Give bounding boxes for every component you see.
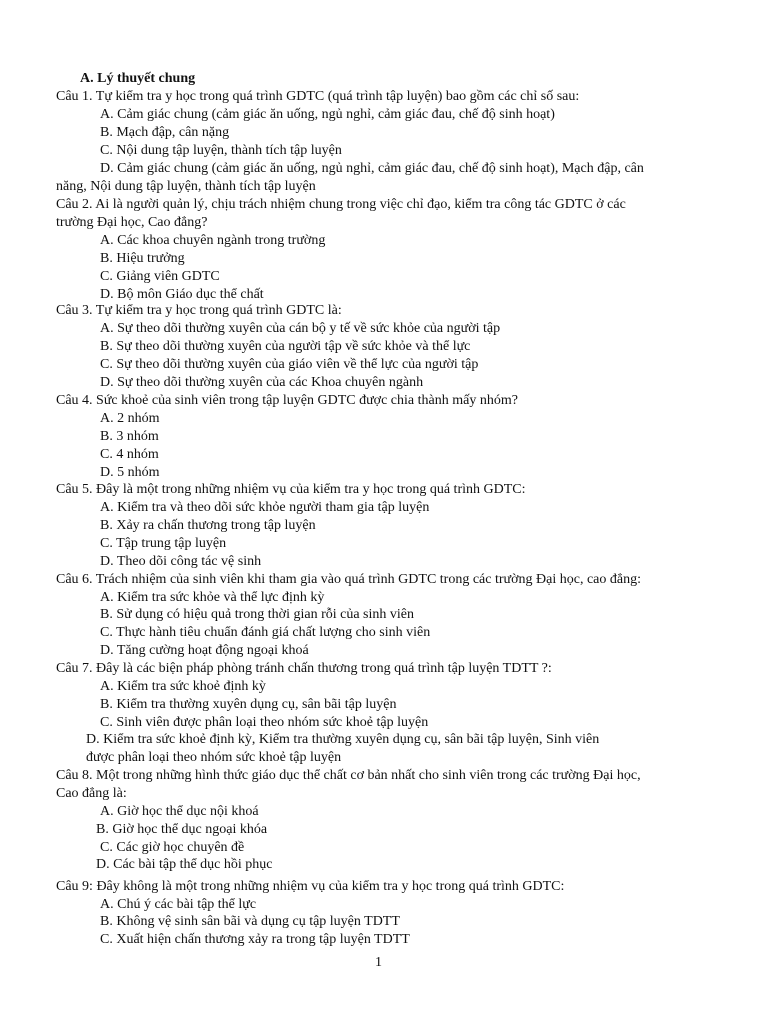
question-5-option-c: C. Tập trung tập luyện bbox=[100, 536, 227, 551]
question-6-option-d: D. Tăng cường hoạt động ngoại khoá bbox=[100, 643, 309, 658]
question-5: Câu 5. Đây là một trong những nhiệm vụ của kiểm tra y học trong quá trình GDTC: bbox=[56, 482, 526, 497]
question-4-option-d: D. 5 nhóm bbox=[100, 465, 160, 480]
question-1-option-b: B. Mạch đập, cân nặng bbox=[100, 125, 230, 140]
question-4-option-c: C. 4 nhóm bbox=[100, 447, 159, 462]
question-5-option-d: D. Theo dõi công tác vệ sinh bbox=[100, 554, 262, 569]
question-6-option-c: C. Thực hành tiêu chuẩn đánh giá chất lượng cho sinh viên bbox=[100, 625, 431, 640]
question-8-option-b: B. Giờ học thể dục ngoại khóa bbox=[96, 822, 268, 837]
section-heading: A. Lý thuyết chung bbox=[80, 71, 196, 86]
page-number: 1 bbox=[375, 955, 382, 970]
question-2-cont: trường Đại học, Cao đẳng? bbox=[56, 215, 208, 230]
question-8-option-d: D. Các bài tập thể dục hồi phục bbox=[96, 857, 273, 872]
question-2: Câu 2. Ai là người quản lý, chịu trách nhiệm chung trong việc chỉ đạo, kiểm tra công tác GDTC ở các bbox=[56, 197, 626, 212]
question-1-option-c: C. Nội dung tập luyện, thành tích tập luyện bbox=[100, 143, 342, 158]
question-3-option-a: A. Sự theo dõi thường xuyên của cán bộ y tế về sức khỏe của người tập bbox=[100, 321, 501, 336]
question-3-option-b: B. Sự theo dõi thường xuyên của người tập về sức khỏe và thể lực bbox=[100, 339, 471, 354]
question-4: Câu 4. Sức khoẻ của sinh viên trong tập luyện GDTC được chia thành mấy nhóm? bbox=[56, 393, 518, 408]
question-2-option-c: C. Giảng viên GDTC bbox=[100, 269, 220, 284]
question-7-option-a: A. Kiểm tra sức khoẻ định kỳ bbox=[100, 679, 266, 694]
question-3-option-d: D. Sự theo dõi thường xuyên của các Khoa chuyên ngành bbox=[100, 375, 424, 390]
question-6-option-b: B. Sử dụng có hiệu quả trong thời gian rỗi của sinh viên bbox=[100, 607, 415, 622]
question-3-option-c: C. Sự theo dõi thường xuyên của giáo viên về thể lực của người tập bbox=[100, 357, 479, 372]
question-5-option-a: A. Kiểm tra và theo dõi sức khỏe người tham gia tập luyện bbox=[100, 500, 430, 515]
question-6: Câu 6. Trách nhiệm của sinh viên khi tham gia vào quá trình GDTC trong các trường Đại học, cao đẳng: bbox=[56, 572, 641, 587]
question-8: Câu 8. Một trong những hình thức giáo dục thể chất cơ bản nhất cho sinh viên trong các trường Đại học, bbox=[56, 768, 641, 783]
question-1-option-d-cont: năng, Nội dung tập luyện, thành tích tập luyện bbox=[56, 179, 316, 194]
question-7: Câu 7. Đây là các biện pháp phòng tránh chấn thương trong quá trình tập luyện TDTT ?: bbox=[56, 661, 552, 676]
question-3: Câu 3. Tự kiểm tra y học trong quá trình GDTC là: bbox=[56, 303, 342, 318]
question-9: Câu 9: Đây không là một trong những nhiệm vụ của kiểm tra y học trong quá trình GDTC: bbox=[56, 879, 565, 894]
question-1: Câu 1. Tự kiểm tra y học trong quá trình GDTC (quá trình tập luyện) bao gồm các chỉ số sau: bbox=[56, 89, 580, 104]
question-8-option-c: C. Các giờ học chuyên đề bbox=[100, 840, 245, 855]
question-7-option-b: B. Kiểm tra thường xuyên dụng cụ, sân bãi tập luyện bbox=[100, 697, 397, 712]
question-9-option-c: C. Xuất hiện chấn thương xảy ra trong tập luyện TDTT bbox=[100, 932, 410, 947]
question-8-option-a: A. Giờ học thể dục nội khoá bbox=[100, 804, 259, 819]
question-1-option-d: D. Cảm giác chung (cảm giác ăn uống, ngủ nghỉ, cảm giác đau, chế độ sinh hoạt), Mạch đập, cân bbox=[100, 161, 644, 176]
question-2-option-a: A. Các khoa chuyên ngành trong trường bbox=[100, 233, 326, 248]
question-9-option-b: B. Không vệ sinh sân bãi và dụng cụ tập luyện TDTT bbox=[100, 914, 400, 929]
question-8-cont: Cao đẳng là: bbox=[56, 786, 127, 801]
question-4-option-a: A. 2 nhóm bbox=[100, 411, 160, 426]
question-2-option-b: B. Hiệu trưởng bbox=[100, 251, 185, 266]
question-2-option-d: D. Bộ môn Giáo dục thể chất bbox=[100, 287, 264, 302]
question-4-option-b: B. 3 nhóm bbox=[100, 429, 159, 444]
question-9-option-a: A. Chú ý các bài tập thể lực bbox=[100, 897, 257, 912]
question-6-option-a: A. Kiểm tra sức khỏe và thể lực định kỳ bbox=[100, 590, 325, 605]
question-1-option-a: A. Cảm giác chung (cảm giác ăn uống, ngủ nghỉ, cảm giác đau, chế độ sinh hoạt) bbox=[100, 107, 555, 122]
question-5-option-b: B. Xảy ra chấn thương trong tập luyện bbox=[100, 518, 316, 533]
question-7-option-d-cont: được phân loại theo nhóm sức khoẻ tập luyện bbox=[86, 750, 342, 765]
question-7-option-d: D. Kiểm tra sức khoẻ định kỳ, Kiểm tra thường xuyên dụng cụ, sân bãi tập luyện, Sinh viên bbox=[86, 732, 600, 747]
question-7-option-c: C. Sinh viên được phân loại theo nhóm sức khoẻ tập luyện bbox=[100, 715, 429, 730]
